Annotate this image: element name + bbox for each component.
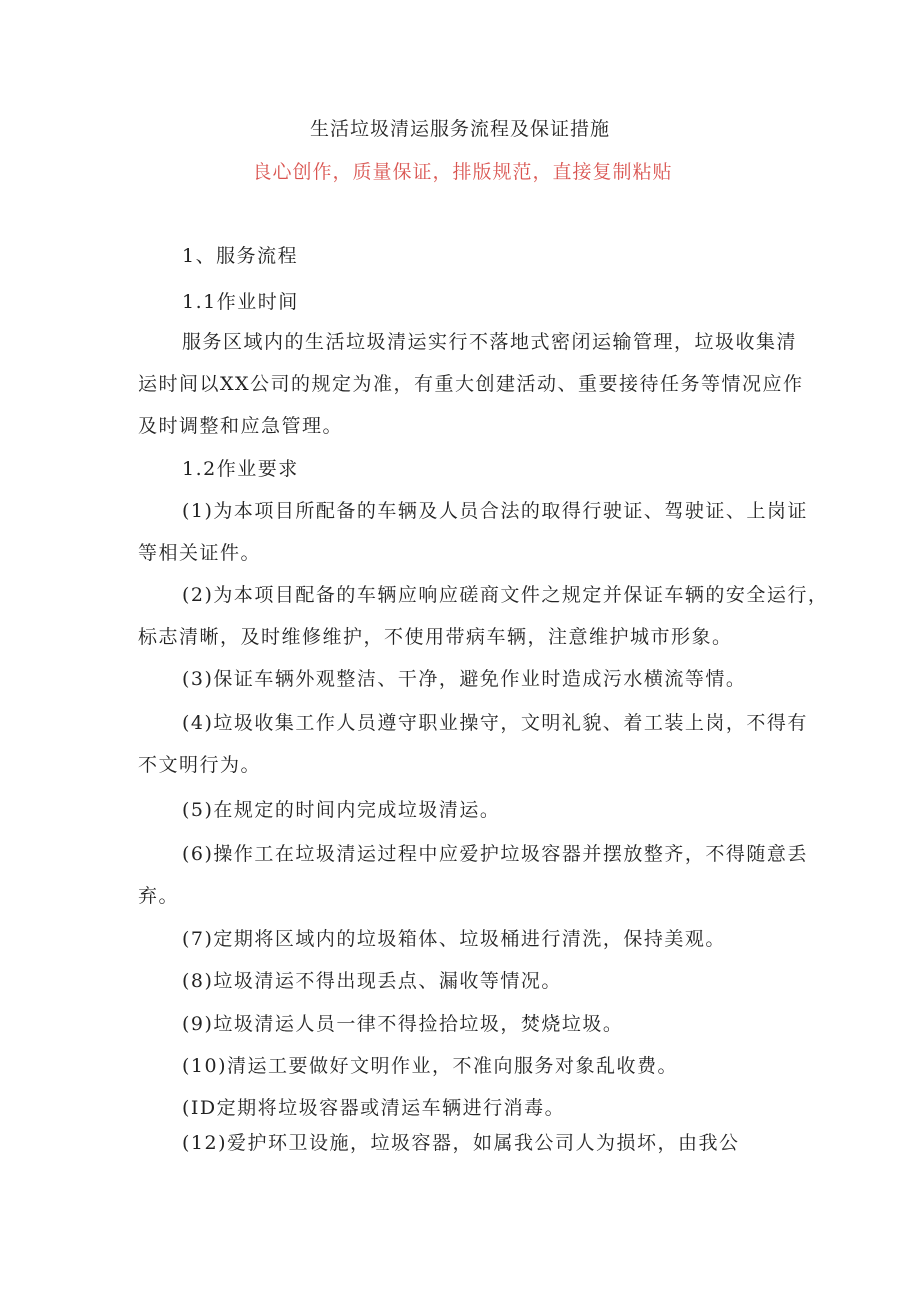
list-item: (5)在规定的时间内完成垃圾清运。 — [182, 799, 501, 821]
document-title: 生活垃圾清运服务流程及保证措施 — [309, 118, 610, 140]
list-item-continuation: 不文明行为。 — [138, 754, 262, 776]
list-item-continuation: 等相关证件。 — [138, 542, 262, 564]
list-item: (ID定期将垃圾容器或清运车辆进行消毒。 — [182, 1097, 566, 1119]
list-item: (3)保证车辆外观整洁、干净，避免作业时造成污水横流等情。 — [182, 668, 747, 690]
paragraph-line: 服务区域内的生活垃圾清运实行不落地式密闭运输管理，垃圾收集清 — [182, 331, 798, 353]
subsection-heading: 1.2作业要求 — [182, 458, 299, 480]
list-item: (7)定期将区域内的垃圾箱体、垃圾桶进行清洗，保持美观。 — [182, 928, 726, 950]
list-item-continuation: 弃。 — [138, 885, 180, 907]
list-item: (4)垃圾收集工作人员遵守职业操守，文明礼貌、着工装上岗，不得有 — [182, 712, 808, 734]
paragraph-line: 运时间以XX公司的规定为准，有重大创建活动、重要接待任务等情况应作 — [138, 373, 804, 395]
document-subtitle: 良心创作，质量保证，排版规范，直接复制粘贴 — [252, 161, 673, 183]
section-heading: 1、服务流程 — [182, 245, 299, 267]
list-item: (2)为本项目配备的车辆应响应磋商文件之规定并保证车辆的安全运行， — [182, 584, 829, 606]
list-item: (8)垃圾清运不得出现丢点、漏收等情况。 — [182, 970, 562, 992]
list-item: (10)清运工要做好文明作业，不准向服务对象乱收费。 — [182, 1055, 679, 1077]
list-item: (1)为本项目所配备的车辆及人员合法的取得行驶证、驾驶证、上岗证 — [182, 500, 808, 522]
list-item: (9)垃圾清运人员一律不得捡拾垃圾，焚烧垃圾。 — [182, 1013, 624, 1035]
list-item: (6)操作工在垃圾清运过程中应爱护垃圾容器并摆放整齐，不得随意丢 — [182, 843, 808, 865]
list-item-continuation: 标志清晰，及时维修维护，不使用带病车辆，注意维护城市形象。 — [138, 626, 733, 648]
paragraph-line: 及时调整和应急管理。 — [138, 415, 344, 437]
subsection-heading: 1.1作业时间 — [182, 291, 299, 313]
list-item: (12)爱护环卫设施，垃圾容器，如属我公司人为损坏，由我公 — [182, 1132, 740, 1154]
